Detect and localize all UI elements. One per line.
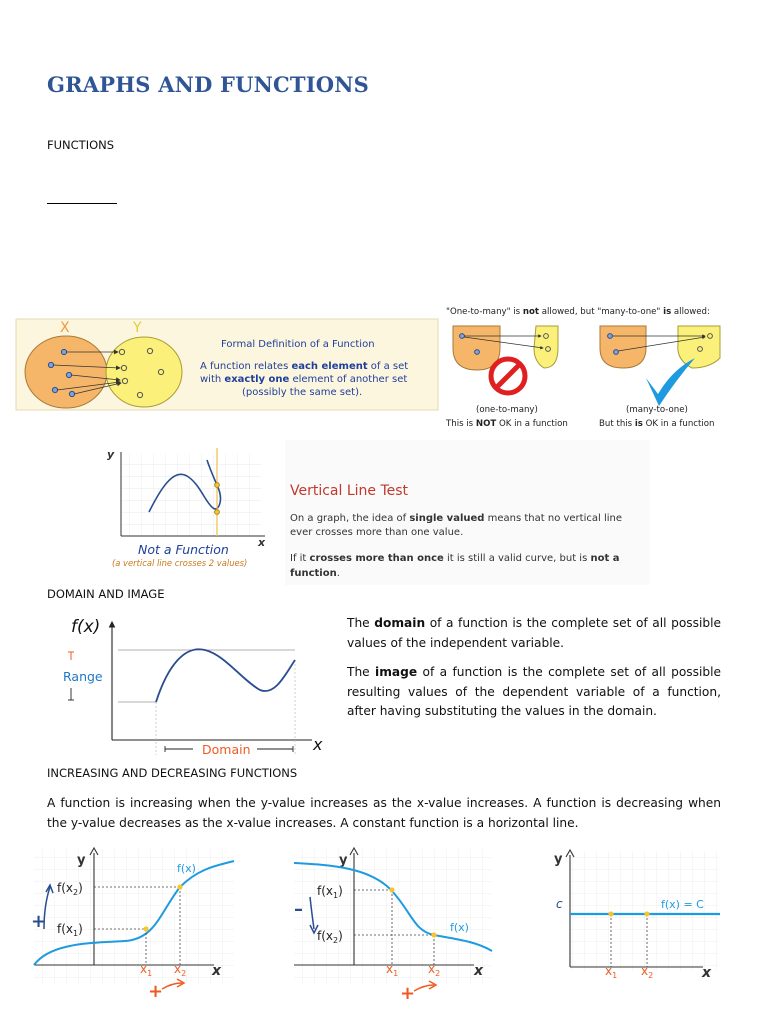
inc-fx1-label: $f(x_1)$	[57, 922, 83, 938]
dec-fx-label: f(x)	[450, 921, 469, 934]
section-functions: FUNCTIONS	[47, 138, 115, 152]
vlt-para-1-line-1: On a graph, the idea of single valued means that no vertical line	[290, 513, 622, 524]
inc-fx-label: f(x)	[177, 862, 196, 875]
increasing-decreasing-text: A function is increasing when the y-value increases as the x-value increases. A function is decreasing when the y-value decreases as the x-value increases. A constant function is a horizontal line.	[47, 796, 721, 830]
const-x1-label: $x_1$	[605, 964, 618, 980]
increasing-function-graph	[30, 845, 245, 1000]
inc-x1-label: $x_1$	[140, 962, 153, 978]
mapping-caption: "One-to-many" is not allowed, but "many-to-one" is allowed:	[446, 307, 710, 317]
vertical-line-test-figure	[105, 440, 650, 585]
set-x-label: X	[60, 320, 70, 336]
mapping-rules-figure	[440, 300, 730, 434]
vlt-y-axis-label: y	[107, 448, 115, 461]
range-label: Range	[63, 669, 103, 684]
one-to-many-note: This is NOT OK in a function	[446, 419, 568, 429]
inc-y-label: y	[77, 853, 86, 868]
definition-line-1: A function relates each element of a set	[200, 361, 409, 372]
inc-plus-sign: +	[31, 911, 47, 932]
const-c-label: c	[556, 897, 563, 911]
inc-fx2-label: $f(x_2)$	[57, 881, 83, 897]
inc-x2-label: $x_2$	[174, 962, 187, 978]
domain-label: Domain	[202, 742, 251, 757]
inc-x-plus-sign: +	[148, 981, 164, 1000]
definition-line-3: (possibly the same set).	[242, 387, 363, 398]
dec-y-label: y	[339, 853, 348, 868]
dec-minus-sign: –	[294, 899, 303, 920]
one-to-many-label: (one-to-many)	[476, 405, 538, 415]
checkmark-icon	[646, 358, 695, 406]
section-domain-image: DOMAIN AND IMAGE	[47, 587, 165, 601]
function-curve	[156, 649, 295, 702]
vlt-x-axis-label: x	[258, 536, 266, 549]
vlt-heading: Vertical Line Test	[290, 483, 409, 499]
decreasing-function-graph	[290, 845, 500, 1000]
many-to-one-label: (many-to-one)	[626, 405, 688, 415]
dec-x-plus-sign: +	[400, 983, 416, 1000]
definition-line-2: with exactly one element of another set	[200, 374, 408, 385]
domain-definition: The domain of a function is the complete set of all possible values of the independent variable.	[347, 616, 722, 650]
many-to-one-note: But this is OK in a function	[599, 419, 715, 429]
vlt-para-2-line-2: function.	[290, 568, 340, 579]
x-axis-label: x	[313, 735, 323, 754]
const-x2-label: $x_2$	[641, 964, 654, 980]
domain-range-graph	[60, 610, 340, 760]
image-definition: The image of a function is the complete set of all possible resulting values of the dependent variable of a function, after having substituting the values in the domain.	[347, 665, 722, 718]
function-definition-figure	[15, 318, 439, 412]
vlt-para-2-line-1: If it crosses more than once it is still a valid curve, but is not a	[290, 553, 620, 564]
dec-fx2-label: $f(x_2)$	[317, 929, 343, 945]
fx-axis-label: f(x)	[71, 617, 101, 637]
const-fx-label: f(x) = C	[661, 898, 704, 911]
vlt-para-1-line-2: ever crosses more than one value.	[290, 527, 464, 538]
not-function-note: (a vertical line crosses 2 values)	[112, 558, 248, 568]
dec-x1-label: $x_1$	[386, 962, 399, 978]
dec-x-label: x	[474, 963, 484, 979]
blank-underline	[47, 203, 117, 204]
dec-x2-label: $x_2$	[428, 962, 441, 978]
definition-heading: Formal Definition of a Function	[221, 339, 375, 350]
dec-fx1-label: $f(x_1)$	[317, 884, 343, 900]
not-function-label: Not a Function	[138, 542, 229, 557]
const-y-label: y	[554, 852, 563, 867]
constant-function-graph	[548, 845, 723, 985]
section-increasing-decreasing: INCREASING AND DECREASING FUNCTIONS	[47, 766, 298, 780]
const-x-label: x	[702, 965, 712, 981]
page-title: GRAPHS AND FUNCTIONS	[47, 72, 370, 97]
set-y-label: Y	[133, 320, 142, 336]
inc-x-label: x	[212, 963, 222, 979]
